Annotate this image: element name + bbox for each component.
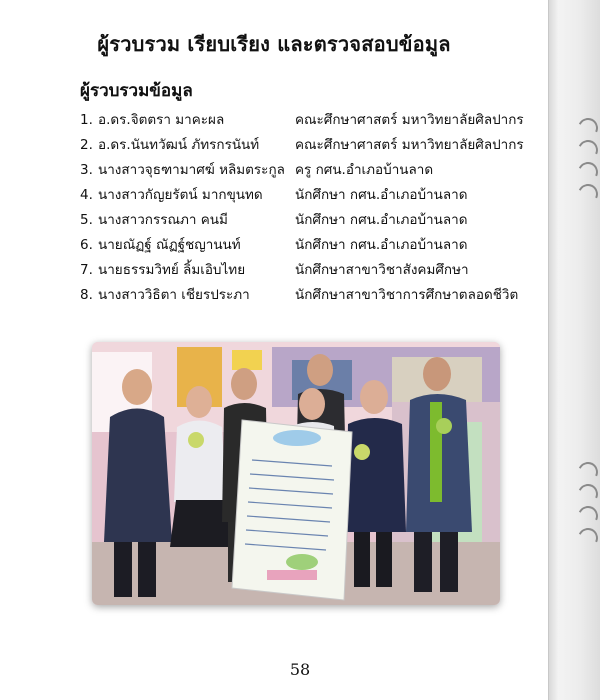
contributor-list (80, 108, 550, 308)
item-number: 2. (80, 137, 93, 153)
contributor-name: นายธรรมวิทย์ ลิ้มเอิบไทย (98, 262, 246, 278)
list-item (80, 108, 550, 133)
contributor-role: คณะศึกษาศาสตร์ มหาวิทยาลัยศิลปากร (295, 112, 524, 128)
item-number: 8. (80, 287, 93, 303)
page-number: 58 (289, 660, 311, 679)
contributor-name: นายณัฏฐ์ ณัฏฐ์ชญานนท์ (98, 237, 241, 253)
list-item (80, 258, 550, 283)
contributor-name: นางสาวจุธฑามาศฆ์ หลิมตระกูล (98, 162, 285, 178)
contributor-role: นักศึกษาสาขาวิชาสังคมศึกษา (295, 262, 469, 278)
item-number: 7. (80, 262, 93, 278)
contributor-name: อ.ดร.นันทวัฒน์ ภัทรกรนันท์ (98, 137, 260, 153)
list-item (80, 283, 550, 308)
section-title: ผู้รวบรวมข้อมูล (80, 81, 193, 101)
contributor-name: นางสาวกรรณภา คนมี (98, 212, 228, 228)
item-number: 3. (80, 162, 93, 178)
list-item (80, 208, 550, 233)
contributor-role: คณะศึกษาศาสตร์ มหาวิทยาลัยศิลปากร (295, 137, 524, 153)
contributor-role: นักศึกษา กศน.อำเภอบ้านลาด (295, 237, 468, 253)
contributor-role: ครู กศน.อำเภอบ้านลาด (295, 162, 434, 178)
list-item (80, 183, 550, 208)
page-title: ผู้รวบรวม เรียบเรียง และตรวจสอบข้อมูล (97, 32, 451, 56)
item-number: 5. (80, 212, 93, 228)
group-photo (92, 342, 500, 605)
contributor-role: นักศึกษา กศน.อำเภอบ้านลาด (295, 187, 468, 203)
contributor-name: นางสาวกัญยรัตน์ มากขุนทด (98, 187, 263, 203)
list-item (80, 158, 550, 183)
list-item (80, 133, 550, 158)
item-number: 6. (80, 237, 93, 253)
notebook-binding (548, 0, 600, 700)
contributor-name: นางสาววิธิตา เชียรประภา (98, 287, 250, 303)
contributor-name: อ.ดร.จิตตรา มาคะผล (98, 112, 225, 128)
contributor-role: นักศึกษา กศน.อำเภอบ้านลาด (295, 212, 468, 228)
list-item (80, 233, 550, 258)
item-number: 1. (80, 112, 93, 128)
item-number: 4. (80, 187, 93, 203)
contributor-role: นักศึกษาสาขาวิชาการศึกษาตลอดชีวิต (295, 287, 519, 303)
